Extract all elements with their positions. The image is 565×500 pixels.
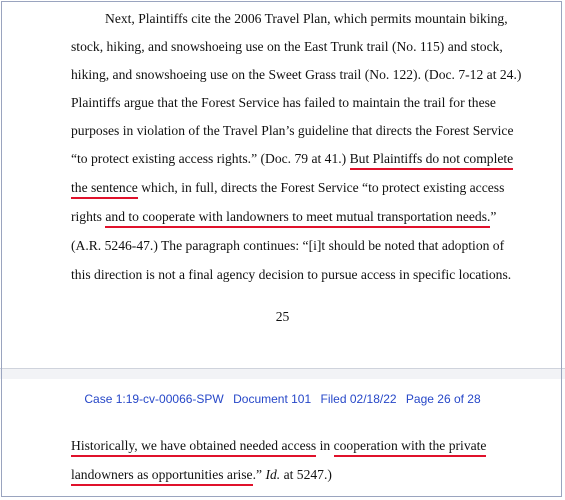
- case-number: Case 1:19-cv-00066-SPW: [84, 392, 224, 406]
- text-line-3: hiking, and snowshoeing use on the Sweet Grass trail (No. 122). (Doc. 7-12 at 24.): [71, 67, 522, 82]
- underlined-text: But Plaintiffs do not complete: [350, 151, 514, 170]
- text-line-11: Historically, we have obtained needed access in cooperation with the private: [71, 438, 486, 457]
- text-line-4: Plaintiffs argue that the Forest Service has failed to maintain the trail for these: [71, 95, 496, 110]
- document-number: Document 101: [233, 392, 312, 406]
- underlined-text: the sentence: [71, 180, 138, 199]
- underlined-text: landowners as opportunities arise: [71, 467, 253, 486]
- page-count: Page 26 of 28: [405, 392, 481, 406]
- underlined-text: and to cooperate with landowners to meet mutual transportation needs.: [105, 209, 490, 228]
- underlined-text: cooperation with the private: [334, 438, 487, 457]
- text-line-9: (A.R. 5246-47.) The paragraph continues: “[i]t should be noted that adoption of: [71, 238, 505, 253]
- page-number: 25: [275, 309, 290, 324]
- text-line-5: purposes in violation of the Travel Plan’s guideline that directs the Forest Service: [71, 123, 514, 138]
- text-line-7: the sentence which, in full, directs the Forest Service “to protect existing access: [71, 180, 504, 199]
- text-line-1: Next, Plaintiffs cite the 2006 Travel Plan, which permits mountain biking,: [105, 11, 508, 26]
- text-line-10: this direction is not a final agency decision to pursue access in specific locations.: [71, 267, 512, 282]
- text-line-6: “to protect existing access rights.” (Doc. 79 at 41.) But Plaintiffs do not complete: [71, 151, 513, 170]
- filed-date: Filed 02/18/22: [320, 392, 397, 406]
- text-line-2: stock, hiking, and snowshoeing use on the East Trunk trail (No. 115) and stock,: [71, 39, 503, 54]
- citation-id: Id.: [265, 467, 281, 482]
- text-line-8: rights and to cooperate with landowners to meet mutual transportation needs.”: [71, 209, 496, 228]
- text-line-12: landowners as opportunities arise.” Id. at 5247.): [71, 467, 332, 486]
- underlined-text: Historically, we have obtained needed access: [71, 438, 316, 457]
- viewer-frame: [1, 1, 562, 497]
